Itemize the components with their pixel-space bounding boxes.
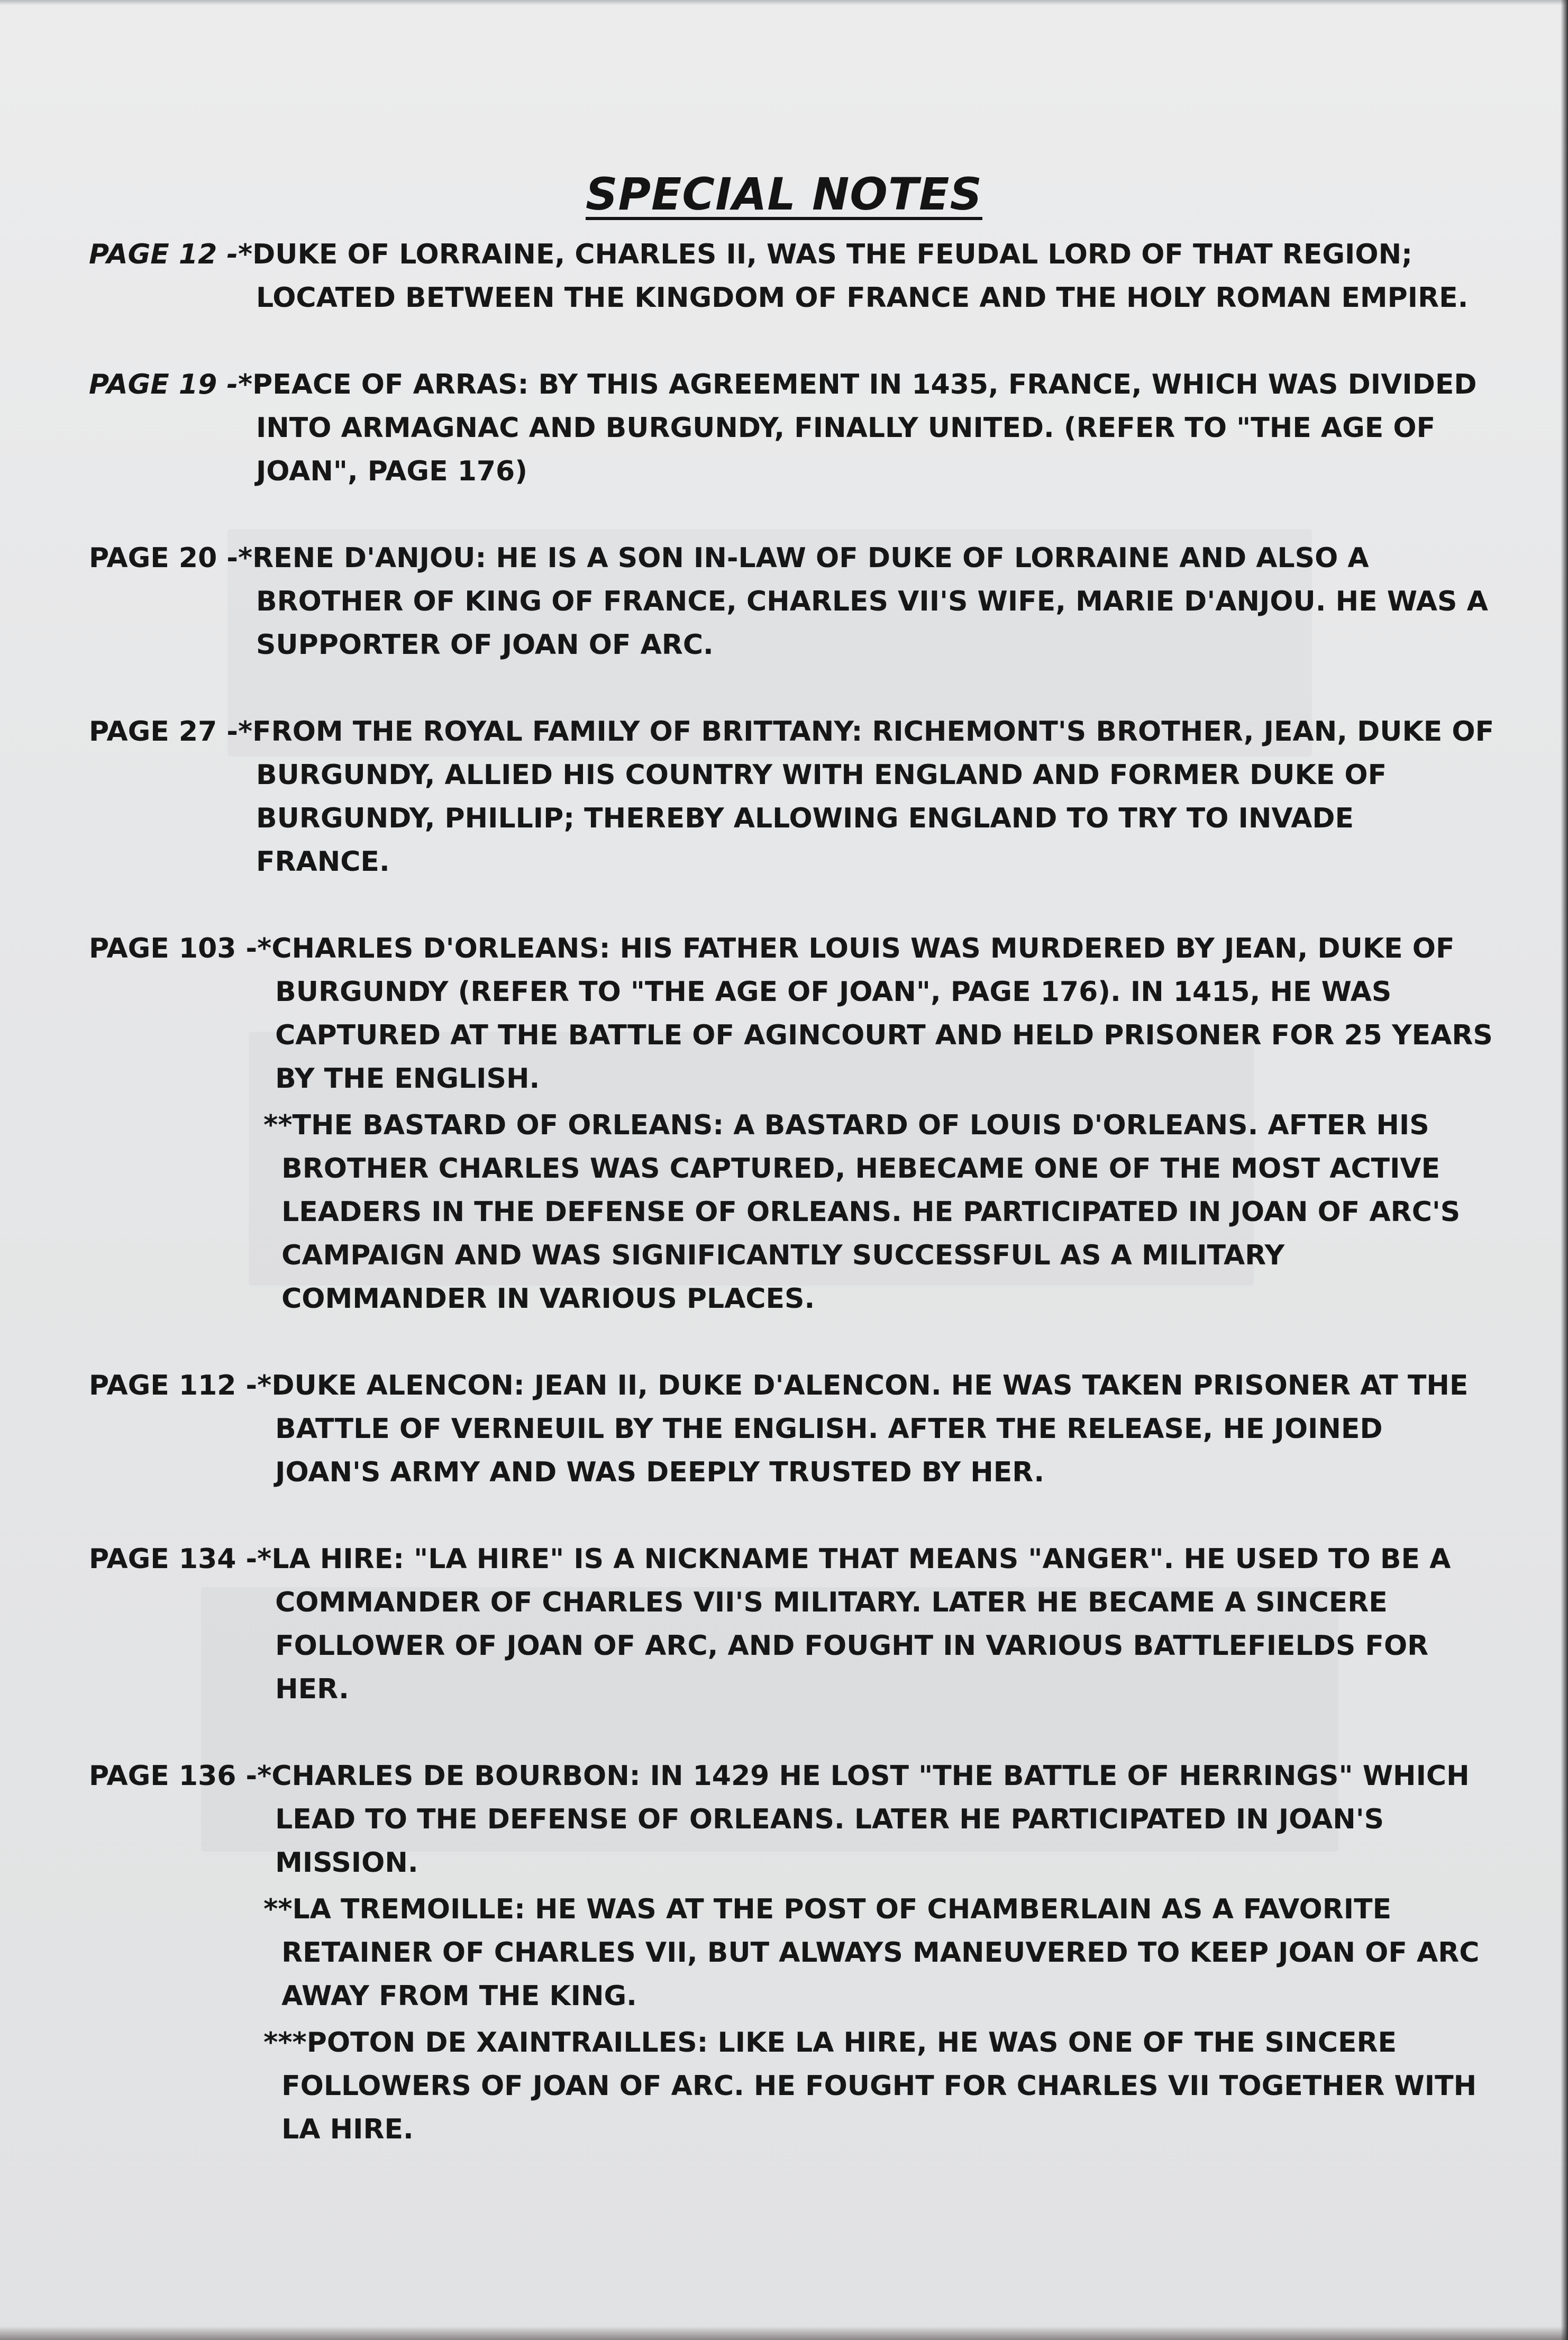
- note-item: [89, 1537, 1496, 1714]
- page-reference: PAGE 112 -: [89, 1370, 258, 1401]
- scan-edge-bottom: [0, 2326, 1568, 2340]
- note-entries: [257, 1754, 1496, 2154]
- notes-list: [89, 233, 1496, 2195]
- note-sub-entry: **THE BASTARD OF ORLEANS: A BASTARD OF LOUIS D'ORLEANS. AFTER HIS BROTHER CHARLES WAS CAPTURED, HEBECAME ONE OF THE MOST ACTIVE LEADERS IN THE DEFENSE OF ORLEANS. HE PARTICIPATED IN JOAN OF ARC'S CAMPAIGN AND WAS SIGNIFICANTLY SUCCESSFUL AS A MILITARY COMMANDER IN VARIOUS PLACES.: [263, 1109, 1461, 1315]
- note-entry: *LA HIRE: "LA HIRE" IS A NICKNAME THAT MEANS "ANGER". HE USED TO BE A COMMANDER OF CHARLES VII'S MILITARY. LATER HE BECAME A SINCERE FOLLOWER OF JOAN OF ARC, AND FOUGHT IN VARIOUS BATTLEFIELDS FOR HER.: [257, 1543, 1451, 1705]
- note-entry: *RENE D'ANJOU: HE IS A SON IN-LAW OF DUKE OF LORRAINE AND ALSO A BROTHER OF KING OF FRANCE, CHARLES VII'S WIFE, MARIE D'ANJOU. HE WAS A SUPPORTER OF JOAN OF ARC.: [238, 542, 1488, 661]
- note-entry: *PEACE OF ARRAS: BY THIS AGREEMENT IN 1435, FRANCE, WHICH WAS DIVIDED INTO ARMAGNAC AND BURGUNDY, FINALLY UNITED. (REFER TO "THE AGE OF JOAN", PAGE 176): [238, 369, 1477, 487]
- note-entries: [257, 927, 1496, 1324]
- note-entry: *FROM THE ROYAL FAMILY OF BRITTANY: RICHEMONT'S BROTHER, JEAN, DUKE OF BURGUNDY, ALLIED HIS COUNTRY WITH ENGLAND AND FORMER DUKE OF BURGUNDY, PHILLIP; THEREBY ALLOWING ENGLAND TO TRY TO INVADE FRANCE.: [238, 716, 1494, 878]
- note-item: [89, 233, 1496, 323]
- note-entries: [257, 1364, 1496, 1497]
- note-sub-entry: **LA TREMOILLE: HE WAS AT THE POST OF CHAMBERLAIN AS A FAVORITE RETAINER OF CHARLES VII, BUT ALWAYS MANEUVERED TO KEEP JOAN OF ARC AWAY FROM THE KING.: [263, 1893, 1480, 2012]
- note-entry: *DUKE ALENCON: JEAN II, DUKE D'ALENCON. HE WAS TAKEN PRISONER AT THE BATTLE OF VERNEUIL BY THE ENGLISH. AFTER THE RELEASE, HE JOINED JOAN'S ARMY AND WAS DEEPLY TRUSTED BY HER.: [257, 1370, 1469, 1488]
- note-entry: *DUKE OF LORRAINE, CHARLES II, WAS THE FEUDAL LORD OF THAT REGION; LOCATED BETWEEN THE KINGDOM OF FRANCE AND THE HOLY ROMAN EMPIRE.: [238, 239, 1469, 314]
- note-item: [89, 363, 1496, 496]
- note-entries: [238, 536, 1496, 670]
- note-item: [89, 1364, 1496, 1497]
- note-item: [89, 927, 1496, 1324]
- page-reference: PAGE 27 -: [89, 716, 238, 748]
- page-reference: PAGE 103 -: [89, 933, 258, 964]
- page-reference: PAGE 136 -: [89, 1760, 258, 1792]
- note-entry: *CHARLES D'ORLEANS: HIS FATHER LOUIS WAS MURDERED BY JEAN, DUKE OF BURGUNDY (REFER TO "THE AGE OF JOAN", PAGE 176). IN 1415, HE WAS CAPTURED AT THE BATTLE OF AGINCOURT AND HELD PRISONER FOR 25 YEARS BY THE ENGLISH.: [257, 933, 1493, 1095]
- note-entries: [257, 1537, 1496, 1714]
- note-item: [89, 1754, 1496, 2154]
- scan-edge-right: [1561, 0, 1568, 2340]
- page-reference: PAGE 20 -: [89, 542, 238, 574]
- note-item: [89, 710, 1496, 887]
- page-reference: PAGE 12 -: [89, 239, 238, 270]
- page-reference: PAGE 19 -: [89, 369, 238, 400]
- page-title: SPECIAL NOTES: [585, 168, 982, 221]
- scan-edge-top: [0, 0, 1568, 5]
- note-entry: *CHARLES DE BOURBON: IN 1429 HE LOST "THE BATTLE OF HERRINGS" WHICH LEAD TO THE DEFENSE OF ORLEANS. LATER HE PARTICIPATED IN JOAN'S MISSION.: [257, 1760, 1470, 1879]
- page-reference: PAGE 134 -: [89, 1543, 258, 1575]
- note-sub-entry: ***POTON DE XAINTRAILLES: LIKE LA HIRE, HE WAS ONE OF THE SINCERE FOLLOWERS OF JOAN OF ARC. HE FOUGHT FOR CHARLES VII TOGETHER WITH LA HIRE.: [263, 2027, 1477, 2145]
- note-entries: [238, 363, 1496, 496]
- note-item: [89, 536, 1496, 670]
- note-entries: [238, 233, 1496, 323]
- note-entries: [238, 710, 1496, 887]
